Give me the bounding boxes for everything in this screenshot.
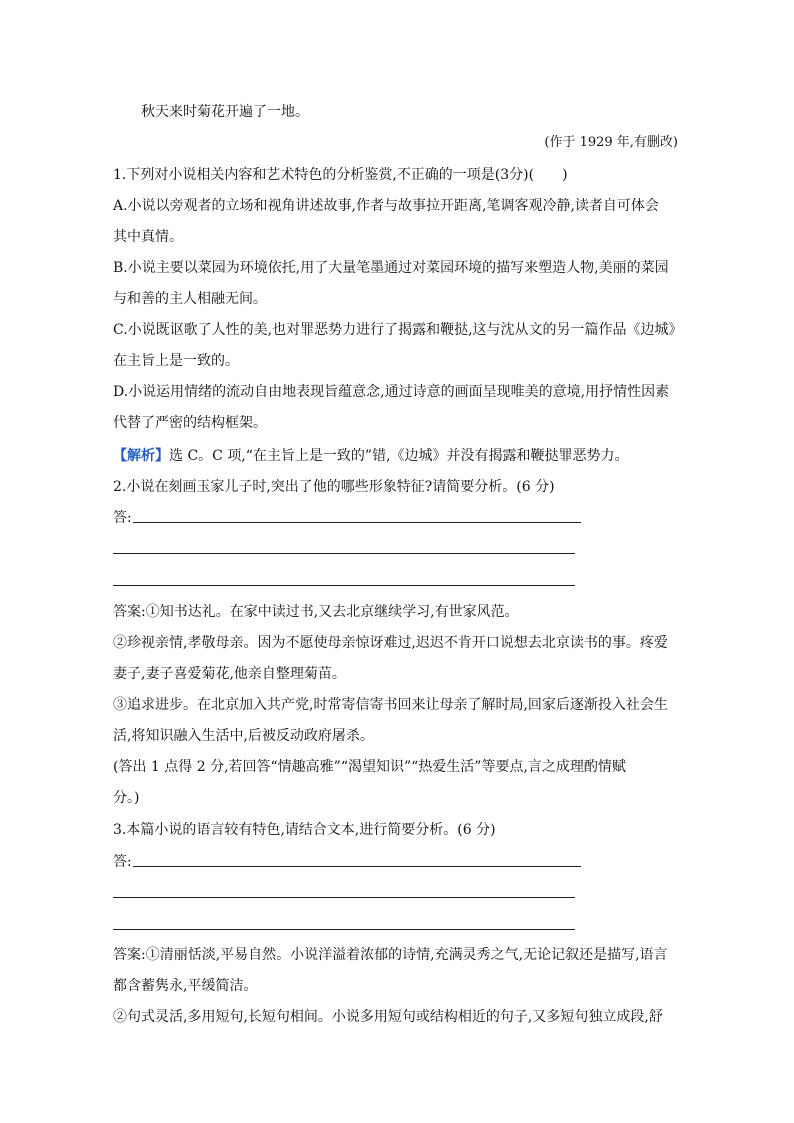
question-1-option-d: D.小说运用情绪的流动自由地表现旨蕴意念,通过诗意的画面呈现唯美的意境,用抒情性因素: [113, 384, 670, 400]
answer-line: [113, 929, 575, 930]
question-1-analysis: [113, 446, 683, 466]
question-1-option-c-cont: 在主旨上是一致的。: [113, 353, 239, 369]
story-final-line: 秋天来时菊花开遍了一地。: [141, 104, 309, 120]
answer-line: [113, 553, 575, 554]
question-1-option-b-cont: 与和善的主人相融无间。: [113, 291, 267, 307]
question-2-scoring-note-cont: 分。): [113, 790, 140, 806]
question-2-answer-2: ②珍视亲情,孝敬母亲。因为不愿使母亲惊讶难过,迟迟不肯开口说想去北京读书的事。疼爱: [113, 635, 668, 651]
answer-line: [113, 585, 575, 586]
question-2-answer-3: ③追求进步。在北京加入共产党,时常寄信寄书回来让母亲了解时局,回家后逐渐投入社会生: [113, 697, 668, 713]
question-3-stem: 3.本篇小说的语言较有特色,请结合文本,进行简要分析。(6 分): [113, 822, 496, 838]
question-1-option-b: B.小说主要以菜园为环境依托,用了大量笔墨通过对菜园环境的描写来塑造人物,美丽的菜园: [113, 260, 669, 276]
question-2-scoring-note: (答出 1 点得 2 分,若回答“情趣高雅”“渴望知识”“热爱生活”等要点,言之成理酌情赋: [113, 759, 626, 775]
question-1-option-a: A.小说以旁观者的立场和视角讲述故事,作者与故事拉开距离,笔调客观冷静,读者自可体会: [113, 198, 659, 214]
answer-line: [113, 897, 575, 898]
question-2-stem: 2.小说在刻画玉家儿子时,突出了他的哪些形象特征?请简要分析。(6 分): [113, 479, 555, 495]
answer-line: [133, 522, 581, 523]
question-1-option-a-cont: 其中真情。: [113, 229, 183, 245]
question-3-answer-1: 答案:①清丽恬淡,平易自然。小说洋溢着浓郁的诗情,充满灵秀之气,无论记叙还是描写,语言: [113, 947, 668, 963]
question-1-option-d-cont: 代替了严密的结构框架。: [113, 415, 267, 431]
answer-line: [133, 866, 581, 867]
analysis-text: 选 C。C 项,“在主旨上是一致的”错,《边城》并没有揭露和鞭挞罪恶势力。: [169, 448, 629, 464]
question-2-answer-label: 答:: [113, 510, 132, 526]
question-2-answer-1: 答案:①知书达礼。在家中读过书,又去北京继续学习,有世家风范。: [113, 604, 519, 620]
question-2-answer-2-cont: 妻子,妻子喜爱菊花,他亲自整理菊苗。: [113, 666, 346, 682]
question-1-stem: 1.下列对小说相关内容和艺术特色的分析鉴赏,不正确的一项是(3分)( ): [113, 167, 568, 183]
question-1-option-c: C.小说既讴歌了人性的美,也对罪恶势力进行了揭露和鞭挞,这与沈从文的另一篇作品《边城》: [113, 322, 683, 338]
analysis-tag: 【解析】: [113, 448, 169, 464]
question-3-answer-label: 答:: [113, 854, 132, 870]
question-3-answer-1-cont: 都含蓄隽永,平缓简洁。: [113, 978, 258, 994]
source-note: (作于 1929 年,有删改): [544, 135, 678, 150]
question-3-answer-2: ②句式灵活,多用短句,长短句相间。小说多用短句或结构相近的句子,又多短句独立成段,舒: [113, 1009, 663, 1025]
question-2-answer-3-cont: 活,将知识融入生活中,后被反动政府屠杀。: [113, 728, 374, 744]
